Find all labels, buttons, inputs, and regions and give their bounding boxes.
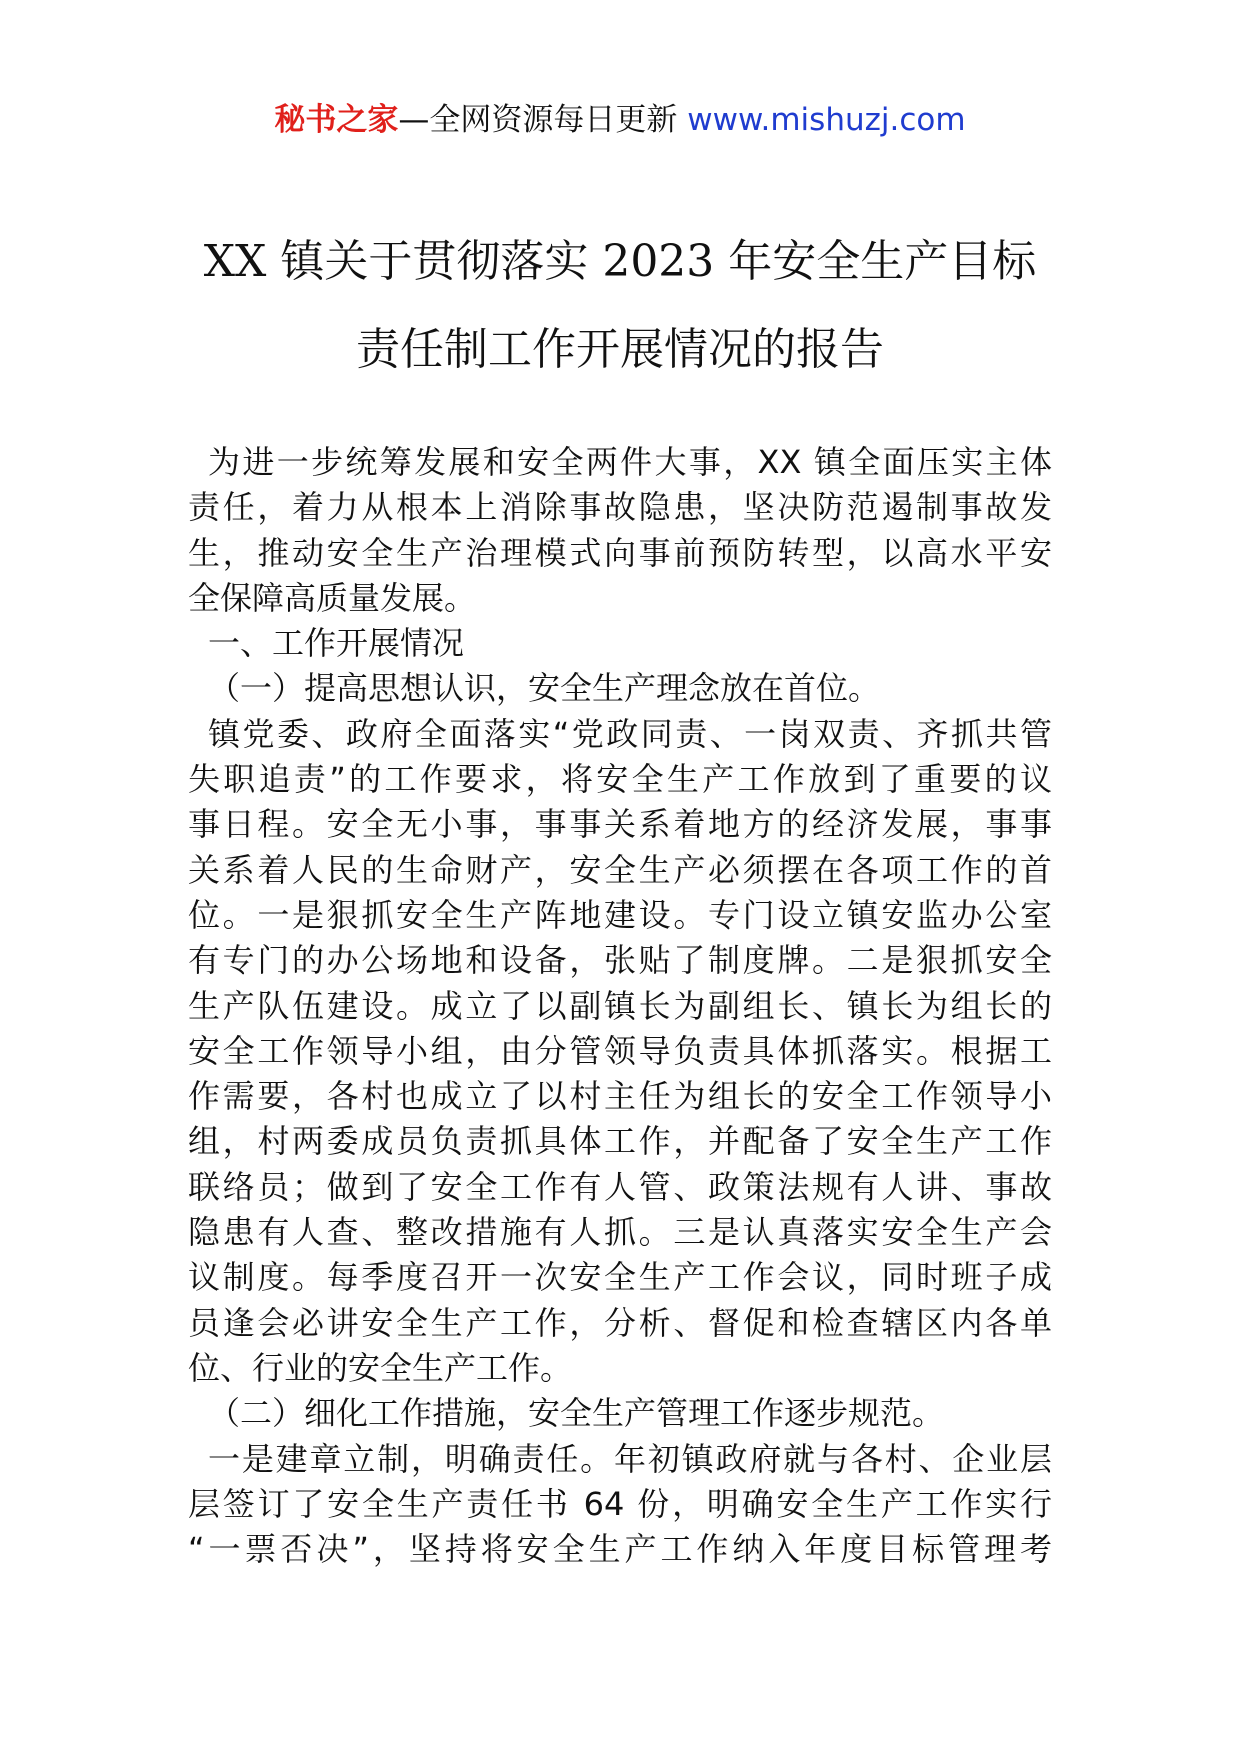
header-banner xyxy=(0,100,1240,140)
body-line: 关系着人民的生命财产，安全生产必须摆在各项工作的首 xyxy=(188,850,1052,889)
body-line: 位、行业的安全生产工作。 xyxy=(188,1348,573,1387)
document-body xyxy=(188,440,1052,1572)
body-line: 为进一步统筹发展和安全两件大事，XX 镇全面压实主体 xyxy=(208,443,1052,481)
brand-name: 秘书之家 xyxy=(274,102,399,138)
body-line: 联络员；做到了安全工作有人管、政策法规有人讲、事故 xyxy=(188,1167,1052,1206)
body-line: 责任，着力从根本上消除事故隐患，坚决防范遏制事故发 xyxy=(188,488,1052,527)
body-line: 层签订了安全生产责任书 64 份，明确安全生产工作实行 xyxy=(188,1484,1052,1523)
body-line: 镇党委、政府全面落实“党政同责、一岗双责、齐抓共管 xyxy=(208,714,1052,753)
body-line: 全保障高质量发展。 xyxy=(188,578,477,617)
body-line: 隐患有人查、整改措施有人抓。三是认真落实安全生产会 xyxy=(188,1213,1052,1252)
banner-slogan: —全网资源每日更新 xyxy=(398,102,678,138)
body-line: 一是建章立制，明确责任。年初镇政府就与各村、企业层 xyxy=(208,1439,1052,1478)
body-line: 生产队伍建设。成立了以副镇长为副组长、镇长为组长的 xyxy=(188,986,1052,1025)
document-title-line-2: 责任制工作开展情况的报告 xyxy=(356,324,884,375)
body-line: 员逢会必讲安全生产工作，分析、督促和检查辖区内各单 xyxy=(188,1303,1052,1342)
website-link[interactable]: www.mishuzj.com xyxy=(687,102,966,138)
body-line: 失职追责”的工作要求，将安全生产工作放到了重要的议 xyxy=(188,760,1052,799)
body-line: 安全工作领导小组，由分管领导负责具体抓落实。根据工 xyxy=(188,1031,1052,1070)
body-line: 事日程。安全无小事，事事关系着地方的经济发展，事事 xyxy=(188,805,1052,844)
document-title-line-1: XX 镇关于贯彻落实 2023 年安全生产目标 xyxy=(203,236,1037,287)
body-line: 组，村两委成员负责抓具体工作，并配备了安全生产工作 xyxy=(188,1122,1052,1161)
body-line: 生，推动安全生产治理模式向事前预防转型，以高水平安 xyxy=(188,533,1052,572)
body-line: 议制度。每季度召开一次安全生产工作会议，同时班子成 xyxy=(188,1258,1052,1297)
subsection-heading: （二）细化工作措施，安全生产管理工作逐步规范。 xyxy=(208,1394,945,1433)
subsection-heading: （一）提高思想认识，安全生产理念放在首位。 xyxy=(208,669,881,708)
body-line: 作需要，各村也成立了以村主任为组长的安全工作领导小 xyxy=(188,1077,1052,1116)
body-line: “一票否决”，坚持将安全生产工作纳入年度目标管理考 xyxy=(188,1530,1052,1569)
section-heading: 一、工作开展情况 xyxy=(208,624,465,663)
body-line: 位。一是狠抓安全生产阵地建设。专门设立镇安监办公室 xyxy=(188,895,1052,934)
body-line: 有专门的办公场地和设备，张贴了制度牌。二是狠抓安全 xyxy=(188,941,1052,980)
